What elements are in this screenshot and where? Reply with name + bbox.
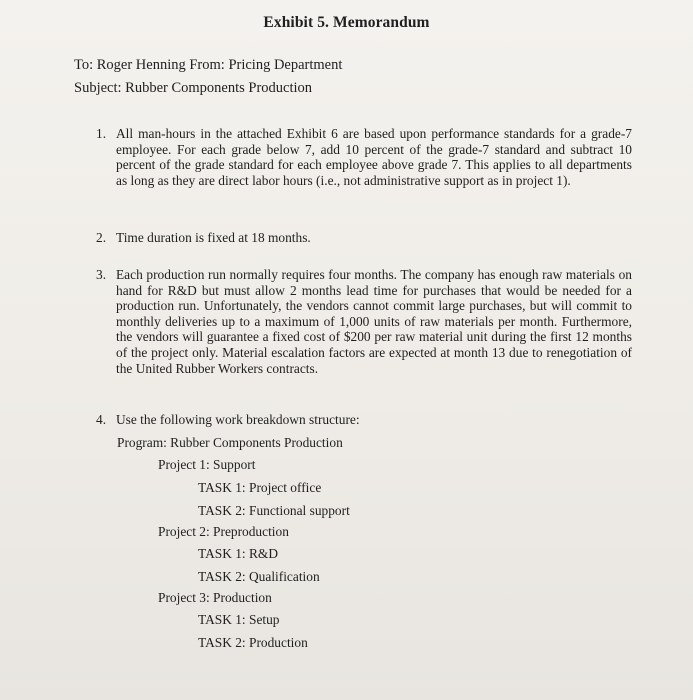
list-item [96,267,632,376]
page-title: Exhibit 5. Memorandum [263,14,430,31]
wbs-project-preproduction: Project 2: Preproduction [158,524,289,539]
wbs-project-production: Project 3: Production [158,590,272,605]
list-item-number: 3. [96,267,107,282]
memo-to-from: To: Roger Henning From: Pricing Department [74,57,343,73]
list-item [96,126,632,188]
list-item-number: 4. [96,412,107,427]
list-item-text: Each production run normally requires four months. The company has enough raw materials on hand for R&D but must allow 2 months lead time for purchases that would be needed for a production run. Unfortunately, the vendors cannot commit large purchases, but will commit to monthly deliveries up to a maximum of 1,000 units of raw materials per month. Furthermore, the vendors will guarantee a fixed cost of $200 per raw material unit during the first 12 months of the project only. Material escalation factors are expected at month 13 due to renegotiation of the United Rubber Workers contracts. [116,267,632,376]
list-item-number: 1. [96,126,107,141]
list-item [96,412,632,428]
wbs-task-production: TASK 2: Production [198,635,308,650]
wbs-program: Program: Rubber Components Production [117,435,343,450]
list-item-text: All man-hours in the attached Exhibit 6 are based upon performance standards for a grade-7 employee. For each grade below 7, add 10 percent of the grade-7 standard and subtract 10 percent of the grade standard for each employee above grade 7. This applies to all departments as long as they are direct labor hours (i.e., not administrative support as in project 1). [116,126,632,188]
list-item-text: Time duration is fixed at 18 months. [116,230,311,245]
wbs-task-rd: TASK 1: R&D [198,546,279,561]
wbs-project-support: Project 1: Support [158,457,256,472]
list-item-text: Use the following work breakdown structure: [116,412,360,427]
wbs-task-setup: TASK 1: Setup [198,612,280,627]
list-item [96,230,632,246]
wbs-task-qualification: TASK 2: Qualification [198,569,320,584]
list-item-number: 2. [96,230,107,245]
memo-subject: Subject: Rubber Components Production [74,80,313,96]
wbs-task-project-office: TASK 1: Project office [198,480,322,495]
wbs-task-functional-support: TASK 2: Functional support [198,503,350,518]
